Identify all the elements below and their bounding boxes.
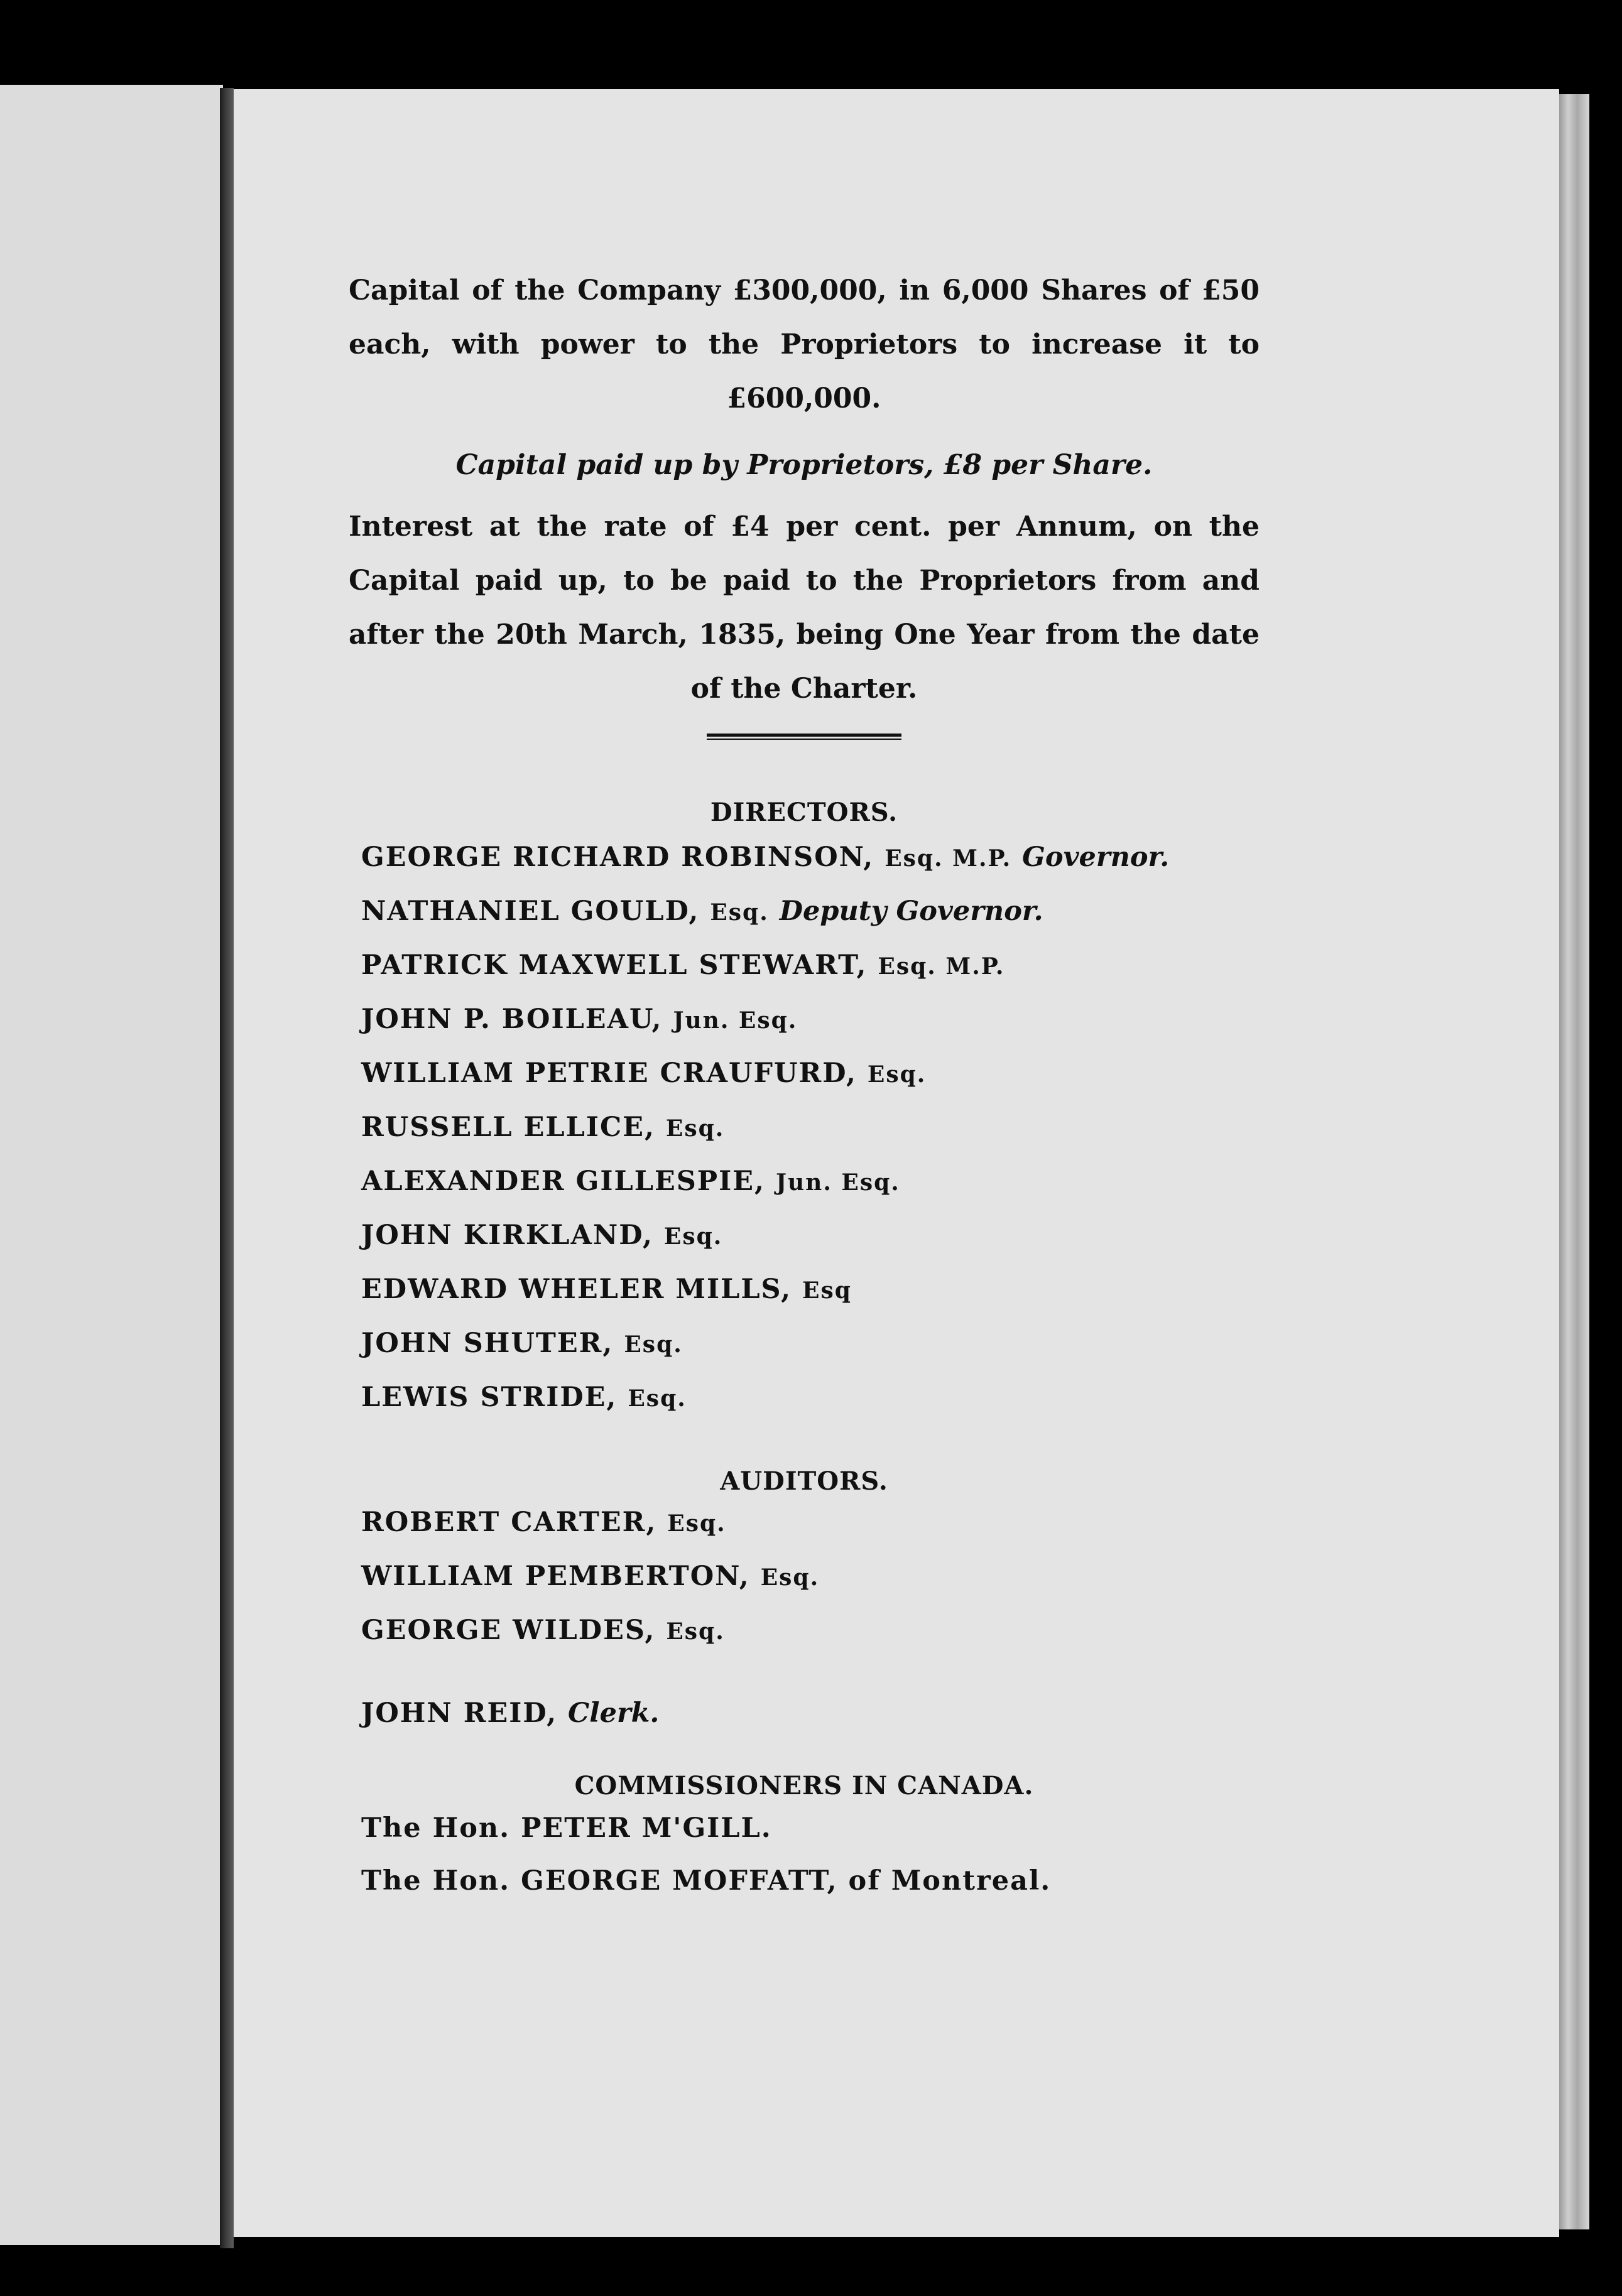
director-item: WILLIAM PETRIE CRAUFURD, Esq. xyxy=(361,1058,927,1089)
director-item: ALEXANDER GILLESPIE, Jun. Esq. xyxy=(361,1166,900,1197)
director-item: PATRICK MAXWELL STEWART, Esq. M.P. xyxy=(361,950,1005,981)
auditors-list xyxy=(349,1496,1260,1658)
capital-paid: Capital paid up by Proprietors, £8 per Share. xyxy=(455,449,1153,481)
divider-rule xyxy=(707,734,901,740)
auditor-item: GEORGE WILDES, Esq. xyxy=(361,1615,725,1646)
director-item: JOHN P. BOILEAU, Jun. Esq. xyxy=(361,1004,798,1035)
director-item: GEORGE RICHARD ROBINSON, Esq. M.P. Governor. xyxy=(361,842,1170,873)
auditor-item: ROBERT CARTER, Esq. xyxy=(361,1507,726,1538)
page-edge xyxy=(1559,94,1589,2229)
page-content xyxy=(349,264,1260,1907)
director-item: RUSSELL ELLICE, Esq. xyxy=(361,1112,725,1143)
commissioner-item: The Hon. GEORGE MOFFATT, of Montreal. xyxy=(361,1865,1052,1897)
director-item: JOHN SHUTER, Esq. xyxy=(361,1328,683,1359)
directors-heading: DIRECTORS. xyxy=(710,798,898,827)
capital-statement: Capital of the Company £300,000, in 6,000 Shares of £50 each, with power to the Proprietors to increase it to £600,000. xyxy=(349,274,1260,414)
clerk-item: JOHN REID, Clerk. xyxy=(361,1698,660,1729)
auditor-item: WILLIAM PEMBERTON, Esq. xyxy=(361,1561,820,1592)
director-item: NATHANIEL GOULD, Esq. Deputy Governor. xyxy=(361,896,1043,927)
facing-page xyxy=(0,85,223,2245)
book-spine xyxy=(220,88,234,2248)
commissioner-item: The Hon. PETER M'GILL. xyxy=(361,1812,772,1844)
director-item: EDWARD WHELER MILLS, Esq xyxy=(361,1274,852,1305)
commissioners-list xyxy=(349,1802,1260,1907)
director-item: JOHN KIRKLAND, Esq. xyxy=(361,1220,723,1251)
director-item: LEWIS STRIDE, Esq. xyxy=(361,1382,687,1413)
directors-list xyxy=(349,831,1260,1425)
clerk-block xyxy=(349,1687,1260,1740)
interest-statement: Interest at the rate of £4 per cent. per Annum, on the Capital paid up, to be paid to the Proprietors from and after the 20th March, 1835, being One Year from the date of the Charter. xyxy=(349,511,1260,705)
auditors-heading: AUDITORS. xyxy=(720,1466,888,1496)
commissioners-heading: COMMISSIONERS IN CANADA. xyxy=(574,1771,1034,1801)
